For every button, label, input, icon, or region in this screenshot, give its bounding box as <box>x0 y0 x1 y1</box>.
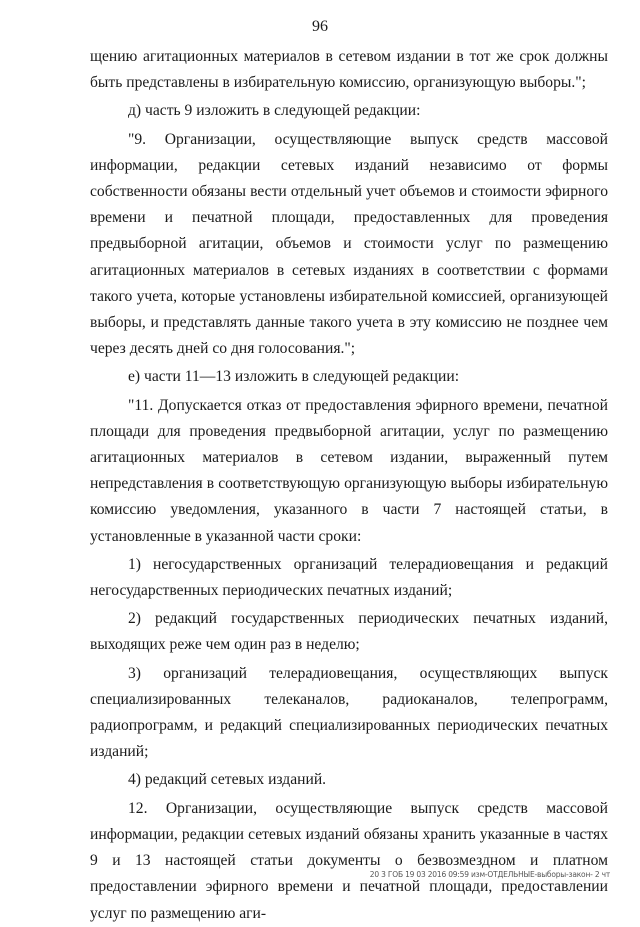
list-item-2: 2) редакций государственных периодических печатных изданий, выходящих реже чем один раз в неделю; <box>90 610 608 654</box>
paragraph-item-d: д) часть 9 изложить в следующей редакции: <box>128 102 421 120</box>
paragraph-part-12: 12. Организации, осуществляющие выпуск средств массовой информации, редакции сетевых изданий обязаны хранить указанные в частях 9 и 13 настоящей статьи документы о безвозмездном и платном предоставлении эфирного времени и печатной площади, предоставлении услуг по размещению аги- <box>90 799 608 922</box>
document-body <box>90 44 608 927</box>
list-item-3: 3) организаций телерадиовещания, осуществляющих выпуск специализированных телеканалов, радиоканалов, телепрограмм, радиопрограмм, и редакций специализированных периодических печатных изданий; <box>90 664 608 761</box>
list-item-1: 1) негосударственных организаций телерадиовещания и редакций негосударственных периодических печатных изданий; <box>90 555 608 600</box>
page-number: 96 <box>312 18 328 35</box>
paragraph-part-9: "9. Организации, осуществляющие выпуск средств массовой информации, редакции сетевых изданий независимо от формы собственности обязаны вести отдельный учет объемов и стоимости эфирного времени и печатной площади, предоставленных для проведения предвыборной агитации, объемов и стоимости услуг по размещению агитационных материалов в сетевых изданиях в соответствии с формами такого учета, которые установлены избирательной комиссией, организующей выборы, и представлять данные такого учета в эту комиссию не позднее чем через десять дней со дня голосования."; <box>90 130 608 358</box>
list-item-4: 4) редакций сетевых изданий. <box>128 771 327 789</box>
paragraph-part-11: "11. Допускается отказ от предоставления эфирного времени, печатной площади для проведения предвыборной агитации, услуг по размещению агитационных материалов в сетевом издании, выраженный путем непредставления в соответствующую организующую выборы избирательную комиссию уведомления, указанного в части 7 настоящей статьи, в установленные в указанной части сроки: <box>90 396 608 545</box>
paragraph-continuation: щению агитационных материалов в сетевом издании в тот же срок должны быть представлены в избирательную комиссию, организующую выборы."; <box>90 48 608 92</box>
paragraph-item-e: е) части 11—13 изложить в следующей редакции: <box>128 368 460 386</box>
footer-stamp: 20 3 ГОБ 19 03 2016 09:59 изм-ОТДЕЛЬНЫЕ-выборы-закон- 2 чт <box>369 870 610 879</box>
